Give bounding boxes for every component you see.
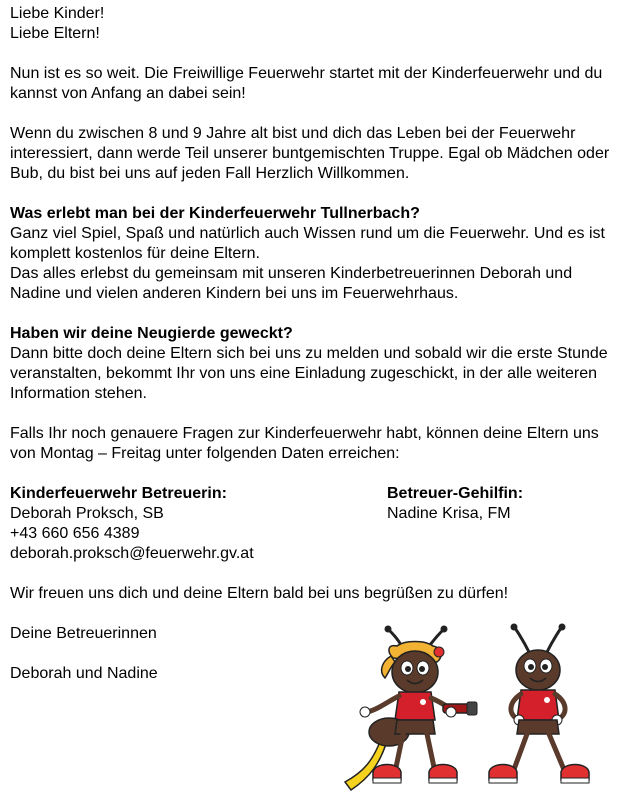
contact-assistant-title: Betreuer-Gehilfin:	[387, 485, 524, 502]
section2-paragraph: Dann bitte doch deine Eltern sich bei uns zu melden und sobald wir die erste Stunde veranstalten, bekommt Ihr von uns eine Einladung zugeschickt, in der alle weiteren Information stehen.	[10, 345, 608, 402]
closing-paragraph: Wir freuen uns dich und deine Eltern bald bei uns begrüßen zu dürfen!	[10, 585, 509, 602]
section2-heading: Haben wir deine Neugierde geweckt?	[10, 325, 293, 342]
contact-primary-name: Deborah Proksch, SB	[10, 505, 164, 522]
contact-primary	[10, 484, 254, 564]
questions-paragraph: Falls Ihr noch genauere Fragen zur Kinderfeuerwehr habt, können deine Eltern uns von Montag – Freitag unter folgenden Daten erreichen:	[10, 425, 599, 462]
contact-primary-email: deborah.proksch@feuerwehr.gv.at	[10, 545, 254, 562]
section1-heading: Was erlebt man bei der Kinderfeuerwehr Tullnerbach?	[10, 205, 420, 222]
contact-assistant	[387, 484, 523, 524]
intro-paragraph: Nun ist es so weit. Die Freiwillige Feuerwehr startet mit der Kinderfeuerwehr und du kannst von Anfang an dabei sein!	[10, 65, 603, 102]
signoff-line: Deine Betreuerinnen	[10, 625, 157, 642]
greeting-line-1: Liebe Kinder!	[10, 5, 105, 22]
greeting-line-2: Liebe Eltern!	[10, 25, 100, 42]
signature-line: Deborah und Nadine	[10, 665, 158, 682]
contact-assistant-name: Nadine Krisa, FM	[387, 505, 511, 522]
ant-mascots-illustration	[343, 622, 605, 798]
contact-primary-title: Kinderfeuerwehr Betreuerin:	[10, 485, 227, 502]
invite-paragraph: Wenn du zwischen 8 und 9 Jahre alt bist und dich das Leben bei der Feuerwehr interessiert, dann werde Teil unserer buntgemischten Truppe. Egal ob Mädchen oder Bub, du bist bei uns auf jeden Fall Herzlich Willkommen.	[10, 125, 610, 182]
section1-paragraph-1: Ganz viel Spiel, Spaß und natürlich auch Wissen rund um die Feuerwehr. Und es ist komplett kostenlos für deine Eltern.	[10, 225, 605, 262]
section1-paragraph-2: Das alles erlebst du gemeinsam mit unseren Kinderbetreuerinnen Deborah und Nadine und vielen anderen Kindern bei uns im Feuerwehrhaus.	[10, 265, 573, 302]
contact-primary-phone: +43 660 656 4389	[10, 525, 140, 542]
letter-body	[10, 4, 622, 684]
ant-boy-character	[489, 624, 589, 784]
contact-block	[10, 484, 622, 564]
